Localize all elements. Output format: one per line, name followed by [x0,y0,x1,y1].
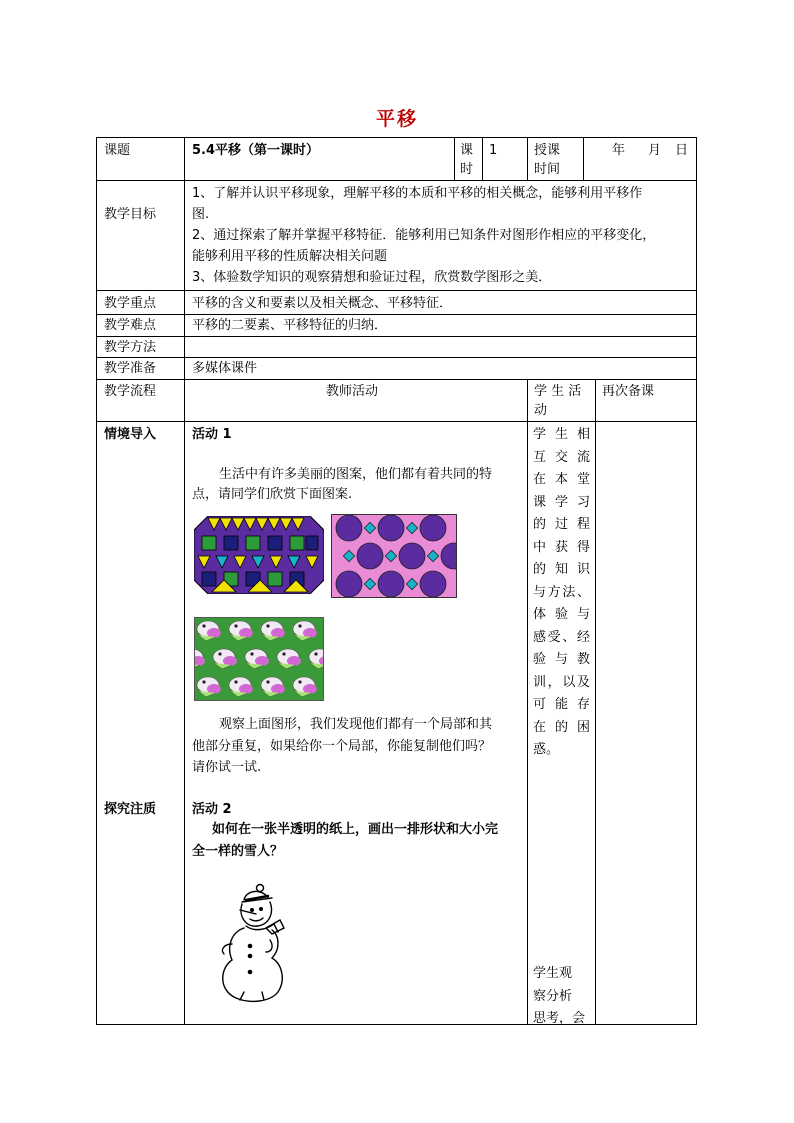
difficulty-label: 教学难点 [104,318,157,333]
student-line: 与方法、 [533,584,590,600]
goal-line: 3、体验数学知识的观察猜想和验证过程，欣赏数学图形之美． [192,270,552,285]
subject-value: 5.4平移（第一课时） [192,143,320,158]
flow-label: 教学流程 [104,384,157,399]
student-activity-label-1: 学 生 活 [534,384,582,399]
student-line: 体 验 与 [533,607,590,622]
tessellation-hexagon-triangle [194,516,324,594]
tessellation-bird-figures [194,617,324,701]
student-line: 察分析 [533,988,573,1004]
goals-list [192,183,692,288]
student-line: 的 过 程 [533,517,590,532]
activity1-observe-3: 请你试一试. [192,760,262,775]
student-line: 可 能 存 [533,697,590,712]
date-year: 年 [612,143,626,158]
goals-label: 教学目标 [104,207,157,222]
prep-value: 多媒体课件 [192,361,258,376]
period-value: 1 [489,143,498,158]
difficulty-value: 平移的二要素、平移特征的归纳． [192,318,388,333]
student-activity-label-2: 动 [534,403,548,418]
activity2-question-2: 全一样的雪人？ [192,844,284,859]
date-label-1: 授课 [534,143,561,158]
student-line: 惑。 [533,742,560,757]
activity2-question-1: 如何在一张半透明的纸上，画出一排形状和大小完 [212,822,499,837]
subject-label: 课题 [104,143,131,158]
goal-line: 能够利用平移的性质解决相关问题 [192,249,388,264]
date-label-2: 时间 [534,162,561,177]
activity1-title: 活动 1 [192,427,232,442]
student-line: 在 的 困 [533,719,590,735]
student-line: 课 学 习 [533,494,590,510]
period-label-1: 课 [460,143,474,158]
prep-label: 教学准备 [104,361,157,376]
student-line: 学 生 相 [533,427,590,442]
student-line: 的 知 识 [533,562,590,577]
student-line: 思考，会 [533,1011,586,1026]
tessellation-octagon-square [331,514,457,598]
goal-line: 2、通过探索了解并掌握平移特征．能够利用已知条件对图形作相应的平移变化， [192,228,656,243]
document-title: 平移 [375,108,418,130]
key-value: 平移的含义和要素以及相关概念、平移特征． [192,296,453,311]
student-line: 验 与 教 [533,652,590,667]
goal-line: 1、了解并认识平移现象，理解平移的本质和平移的相关概念，能够利用平移作 [192,186,643,201]
student-line: 在 本 堂 [533,472,590,487]
student-line: 互 交 流 [533,449,590,465]
snowman-drawing [210,880,290,1004]
goal-line: 图. [192,207,210,222]
teacher-activity-label: 教师活动 [326,384,379,399]
student-activity-text [533,424,590,762]
again-label: 再次备课 [602,384,655,399]
student-line: 训，以及 [533,674,590,690]
date-month: 月 [648,143,662,158]
activity1-intro-2: 点，请同学们欣赏下面图案. [192,487,353,502]
method-label: 教学方法 [104,340,157,355]
activity1-intro-1: 生活中有许多美丽的图案，他们都有着共同的特 [219,467,493,482]
section2-label: 探究注质 [104,802,157,817]
key-label: 教学重点 [104,296,157,311]
period-label-2: 时 [460,162,474,177]
student-activity-text-2 [533,963,590,1031]
section1-label: 情境导入 [104,427,157,442]
student-line: 感受、经 [533,629,590,645]
activity1-observe-1: 观察上面图形，我们发现他们都有一个局部和其 [219,717,493,732]
activity2-title: 活动 2 [192,802,232,817]
student-line: 学生观 [533,966,573,981]
student-line: 中 获 得 [533,539,590,555]
activity1-observe-2: 他部分重复，如果给你一个局部，你能复制他们吗？ [192,739,492,754]
date-day: 日 [675,143,689,158]
